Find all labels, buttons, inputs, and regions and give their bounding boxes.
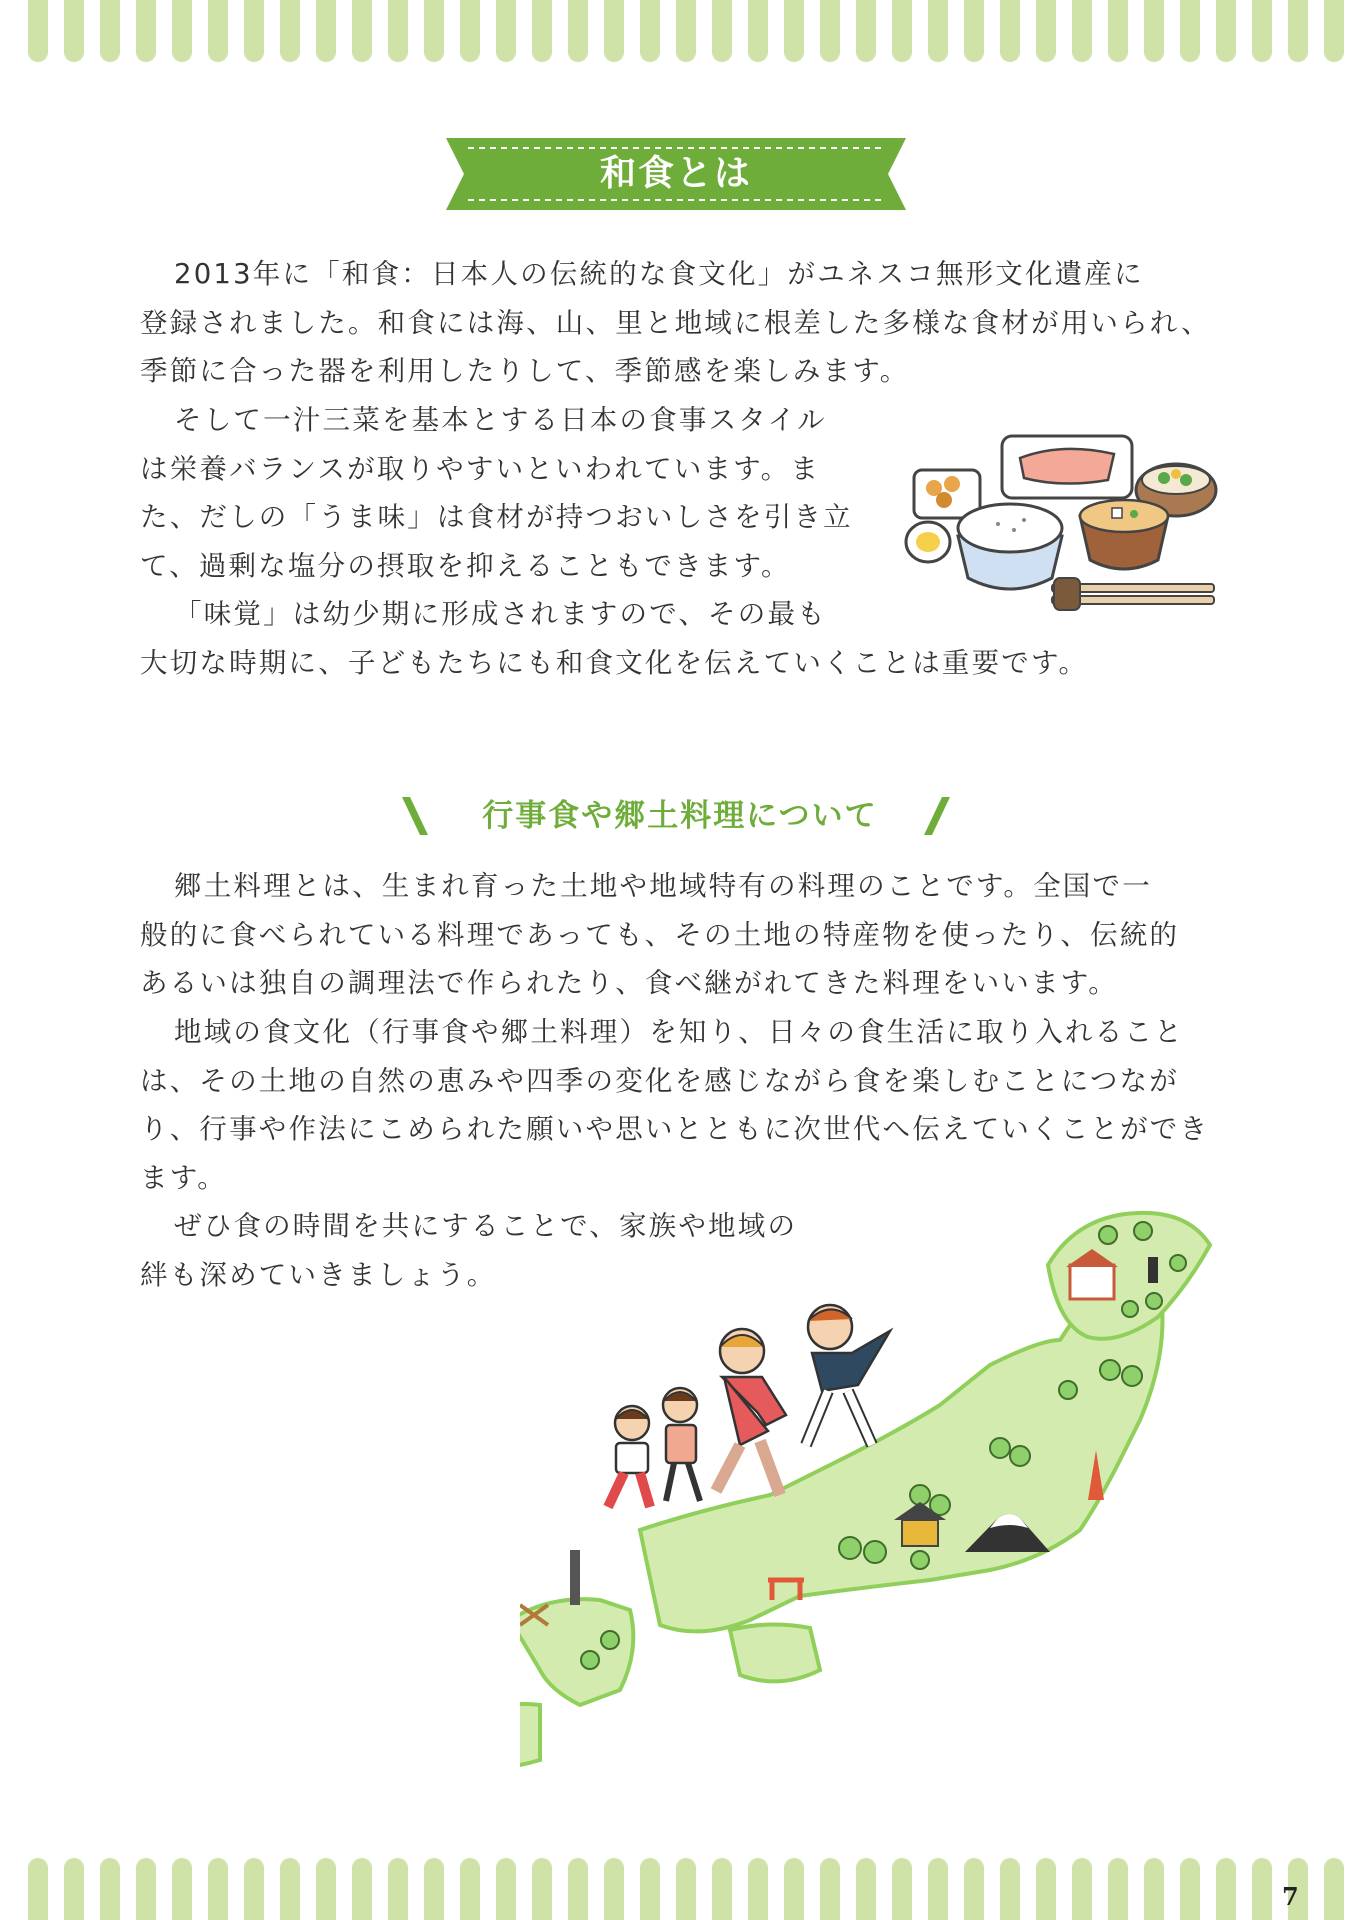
stripe (1252, 0, 1272, 62)
stripe (784, 0, 804, 62)
stripe (712, 0, 732, 62)
stripe (928, 1858, 948, 1920)
stripe (388, 1858, 408, 1920)
text-line: そして一汁三菜を基本とする日本の食事スタイル (174, 404, 827, 436)
section-title-washoku: 和食とは (599, 153, 752, 194)
stripe (1180, 0, 1200, 62)
text-line: 登録されました。和食には海、山、里と地域に根差した多様な食材が用いられ、 (140, 306, 1211, 339)
text-line: 2013年に「和食：日本人の伝統的な食文化」がユネスコ無形文化遺産に (174, 258, 1144, 290)
family-running-icon (590, 1295, 910, 1525)
stripe (388, 0, 408, 62)
stripe (244, 1858, 264, 1920)
stripe (280, 1858, 300, 1920)
stripe (1000, 1858, 1020, 1920)
stripe (820, 1858, 840, 1920)
stripe (964, 0, 984, 62)
text-line: 絆も深めていきましょう。 (140, 1258, 497, 1291)
stripe (856, 0, 876, 62)
stripe (568, 0, 588, 62)
stripe (964, 1858, 984, 1920)
stripe (208, 1858, 228, 1920)
stripe (1108, 1858, 1128, 1920)
text-line: ます。 (140, 1161, 227, 1194)
washoku-meal-icon (902, 428, 1222, 613)
stripe (1000, 0, 1020, 62)
stripe (28, 1858, 48, 1920)
section-title-gyojishoku: 行事食や郷土料理について (482, 798, 878, 834)
stripe (568, 1858, 588, 1920)
text-line: 季節に合った器を利用したりして、季節感を楽しみます。 (140, 355, 910, 387)
stripe (676, 0, 696, 62)
top-stripe-border (0, 0, 1353, 74)
stripe (892, 0, 912, 62)
stripe (316, 1858, 336, 1920)
text-line: 地域の食文化（行事食や郷土料理）を知り、日々の食生活に取り入れること (174, 1016, 1184, 1048)
text-line: て、過剰な塩分の摂取を抑えることもできます。 (140, 549, 791, 582)
stripe (604, 1858, 624, 1920)
stripe (820, 0, 840, 62)
stripe (532, 0, 552, 62)
text-line: 大切な時期に、子どもたちにも和食文化を伝えていくことは重要です。 (140, 646, 1089, 679)
hokkaido-map-icon (1038, 1205, 1218, 1355)
text-line: り、行事や作法にこめられた願いや思いとともに次世代へ伝えていくことができ (140, 1113, 1210, 1145)
stripe (748, 0, 768, 62)
stripe (496, 0, 516, 62)
stripe (604, 0, 624, 62)
text-line: は栄養バランスが取りやすいといわれています。ま (140, 452, 821, 485)
stripe (928, 0, 948, 62)
stripe (28, 0, 48, 62)
stripe (316, 0, 336, 62)
stripe (460, 1858, 480, 1920)
text-line: は、その土地の自然の恵みや四季の変化を感じながら食を楽しむことにつなが (140, 1064, 1179, 1097)
stripe (280, 0, 300, 62)
text-line: 郷土料理とは、生まれ育った土地や地域特有の料理のことです。全国で一 (174, 870, 1152, 902)
stripe (1144, 0, 1164, 62)
stripe (352, 1858, 372, 1920)
stripe (1216, 0, 1236, 62)
text-line: 般的に食べられている料理であっても、その土地の特産物を使ったり、伝統的 (140, 918, 1180, 951)
stripe (172, 0, 192, 62)
text-line: 「味覚」は幼少期に形成されますので、その最も (174, 598, 827, 630)
stripe (1324, 1858, 1344, 1920)
kyodo-ryori-paragraph (140, 862, 1179, 1008)
page-number: 7 (1282, 1882, 1299, 1911)
stripe (784, 1858, 804, 1920)
stripe (172, 1858, 192, 1920)
stripe (892, 1858, 912, 1920)
stripe (856, 1858, 876, 1920)
stripe (424, 0, 444, 62)
stripe (640, 0, 660, 62)
stripe (532, 1858, 552, 1920)
stripe (1144, 1858, 1164, 1920)
text-line: あるいは独自の調理法で作られたり、食べ継がれてきた料理をいいます。 (140, 967, 1118, 999)
stripe (1072, 1858, 1092, 1920)
stripe (1072, 0, 1092, 62)
stripe (1252, 1858, 1272, 1920)
stripe (1324, 0, 1344, 62)
stripe (100, 1858, 120, 1920)
stripe (712, 1858, 732, 1920)
stripe (208, 0, 228, 62)
stripe (352, 0, 372, 62)
text-line: ぜひ食の時間を共にすることで、家族や地域の (174, 1210, 798, 1242)
intro-paragraph (140, 250, 1211, 396)
stripe (136, 1858, 156, 1920)
stripe (244, 0, 264, 62)
bottom-stripe-border (0, 1846, 1353, 1920)
stripe (136, 0, 156, 62)
stripe (1180, 1858, 1200, 1920)
stripe (1288, 0, 1308, 62)
stripe (640, 1858, 660, 1920)
stripe (676, 1858, 696, 1920)
stripe (64, 1858, 84, 1920)
stripe (748, 1858, 768, 1920)
stripe (100, 0, 120, 62)
ichiju-sansai-paragraph (140, 396, 853, 590)
text-line: た、だしの「うま味」は食材が持つおいしさを引き立 (140, 501, 853, 533)
stripe (460, 0, 480, 62)
stripe (1036, 0, 1056, 62)
stripe (424, 1858, 444, 1920)
stripe (1108, 0, 1128, 62)
food-culture-paragraph (140, 1008, 1209, 1202)
stripe (1216, 1858, 1236, 1920)
stripe (496, 1858, 516, 1920)
stripe (1036, 1858, 1056, 1920)
heading-accent-right (922, 795, 952, 837)
stripe (64, 0, 84, 62)
